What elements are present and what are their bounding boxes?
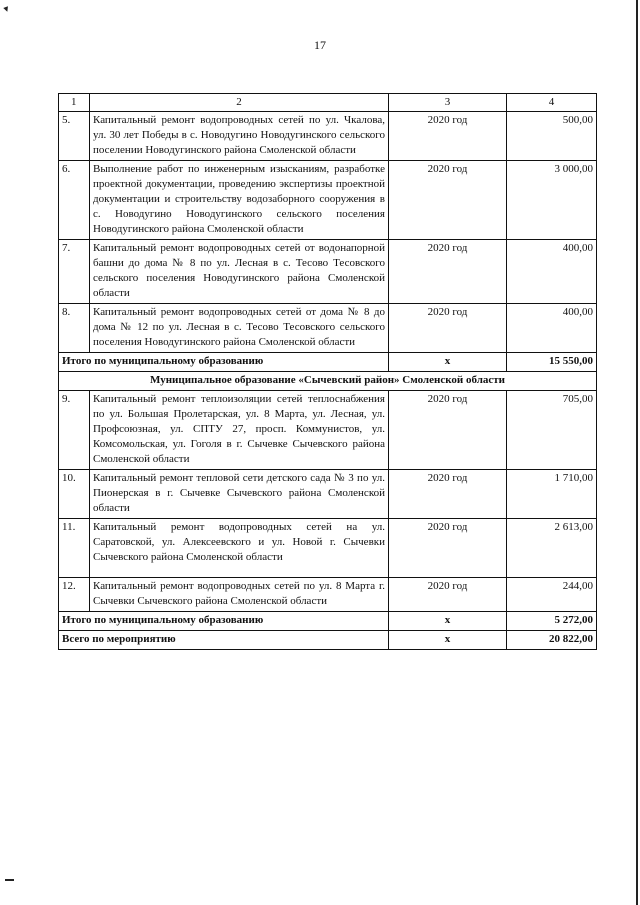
subtotal-amount: 15 550,00 — [507, 353, 597, 372]
row-amount: 1 710,00 — [507, 470, 597, 519]
section-title: Муниципальное образование «Сычевский район» Смоленской области — [59, 372, 597, 391]
row-description: Капитальный ремонт тепловой сети детского сада № 3 по ул. Пионерская в г. Сычевке Сычевского района Смоленской области — [90, 470, 389, 519]
table-row — [59, 304, 597, 353]
subtotal-label: Итого по муниципальному образованию — [59, 353, 389, 372]
header-col-1: 1 — [59, 94, 90, 112]
row-spacer — [93, 565, 385, 575]
row-description: Выполнение работ по инженерным изысканиям, разработке проектной документации, проведению экспертизы проектной документации и строительству водозаборного сооружения в с. Новодугино Новодугинского сельского поселения Новодугинского района Смоленской области — [90, 161, 389, 240]
row-description: Капитальный ремонт водопроводных сетей по ул. 8 Марта г. Сычевки Сычевского района Смоленской области — [90, 578, 389, 612]
table-row — [59, 519, 597, 578]
table-header-row — [59, 94, 597, 112]
table-row — [59, 112, 597, 161]
row-number: 10. — [59, 470, 90, 519]
subtotal-x: х — [389, 353, 507, 372]
row-amount: 244,00 — [507, 578, 597, 612]
row-year: 2020 год — [389, 240, 507, 304]
table-row — [59, 578, 597, 612]
scan-corner-mark: ▾ — [2, 3, 11, 16]
subtotal-row — [59, 612, 597, 631]
row-year: 2020 год — [389, 470, 507, 519]
row-number: 7. — [59, 240, 90, 304]
row-number: 5. — [59, 112, 90, 161]
subtotal-x: х — [389, 612, 507, 631]
row-amount: 2 613,00 — [507, 519, 597, 578]
table-row — [59, 161, 597, 240]
row-description — [90, 519, 389, 578]
table-row — [59, 391, 597, 470]
header-col-4: 4 — [507, 94, 597, 112]
table-row — [59, 470, 597, 519]
row-number: 8. — [59, 304, 90, 353]
row-description-text: Капитальный ремонт водопроводных сетей на ул. Саратовской, ул. Алексеевского и ул. Новой г. Сычевки Сычевского района Смоленской области — [93, 521, 385, 563]
header-col-3: 3 — [389, 94, 507, 112]
row-description: Капитальный ремонт водопроводных сетей по ул. Чкалова, ул. 30 лет Победы в с. Новодугино Новодугинского сельского поселении Новодугинского района Смоленской области — [90, 112, 389, 161]
row-year: 2020 год — [389, 519, 507, 578]
row-number: 11. — [59, 519, 90, 578]
table-row — [59, 240, 597, 304]
row-amount: 500,00 — [507, 112, 597, 161]
section-header-row — [59, 372, 597, 391]
row-description: Капитальный ремонт теплоизоляции сетей теплоснабжения по ул. Большая Пролетарская, ул. 8 Марта, ул. Лесная, ул. Профсоюзная, ул. СПТУ 27, просп. Коммунистов, ул. Комсомольская, ул. Гоголя в г. Сычевке Сычевского района Смоленской области — [90, 391, 389, 470]
row-year: 2020 год — [389, 112, 507, 161]
subtotal-row — [59, 353, 597, 372]
row-year: 2020 год — [389, 304, 507, 353]
budget-table — [58, 93, 597, 650]
scan-edge-line — [636, 0, 638, 905]
row-amount: 400,00 — [507, 240, 597, 304]
row-number: 9. — [59, 391, 90, 470]
row-year: 2020 год — [389, 161, 507, 240]
row-amount: 705,00 — [507, 391, 597, 470]
row-description: Капитальный ремонт водопроводных сетей от водонапорной башни до дома № 8 по ул. Лесная в с. Тесово Тесовского сельского поселения Новодугинского района Смоленской области — [90, 240, 389, 304]
scan-bottom-mark — [5, 879, 14, 881]
row-amount: 3 000,00 — [507, 161, 597, 240]
row-year: 2020 год — [389, 578, 507, 612]
row-year: 2020 год — [389, 391, 507, 470]
grand-total-label: Всего по мероприятию — [59, 631, 389, 650]
grand-total-amount: 20 822,00 — [507, 631, 597, 650]
grand-total-x: х — [389, 631, 507, 650]
header-col-2: 2 — [90, 94, 389, 112]
subtotal-label: Итого по муниципальному образованию — [59, 612, 389, 631]
row-number: 6. — [59, 161, 90, 240]
row-description: Капитальный ремонт водопроводных сетей от дома № 8 до дома № 12 по ул. Лесная в с. Тесово Тесовского сельского поселения Новодугинского района Смоленской области — [90, 304, 389, 353]
grand-total-row — [59, 631, 597, 650]
page-number: 17 — [314, 38, 326, 52]
row-amount: 400,00 — [507, 304, 597, 353]
row-number: 12. — [59, 578, 90, 612]
subtotal-amount: 5 272,00 — [507, 612, 597, 631]
